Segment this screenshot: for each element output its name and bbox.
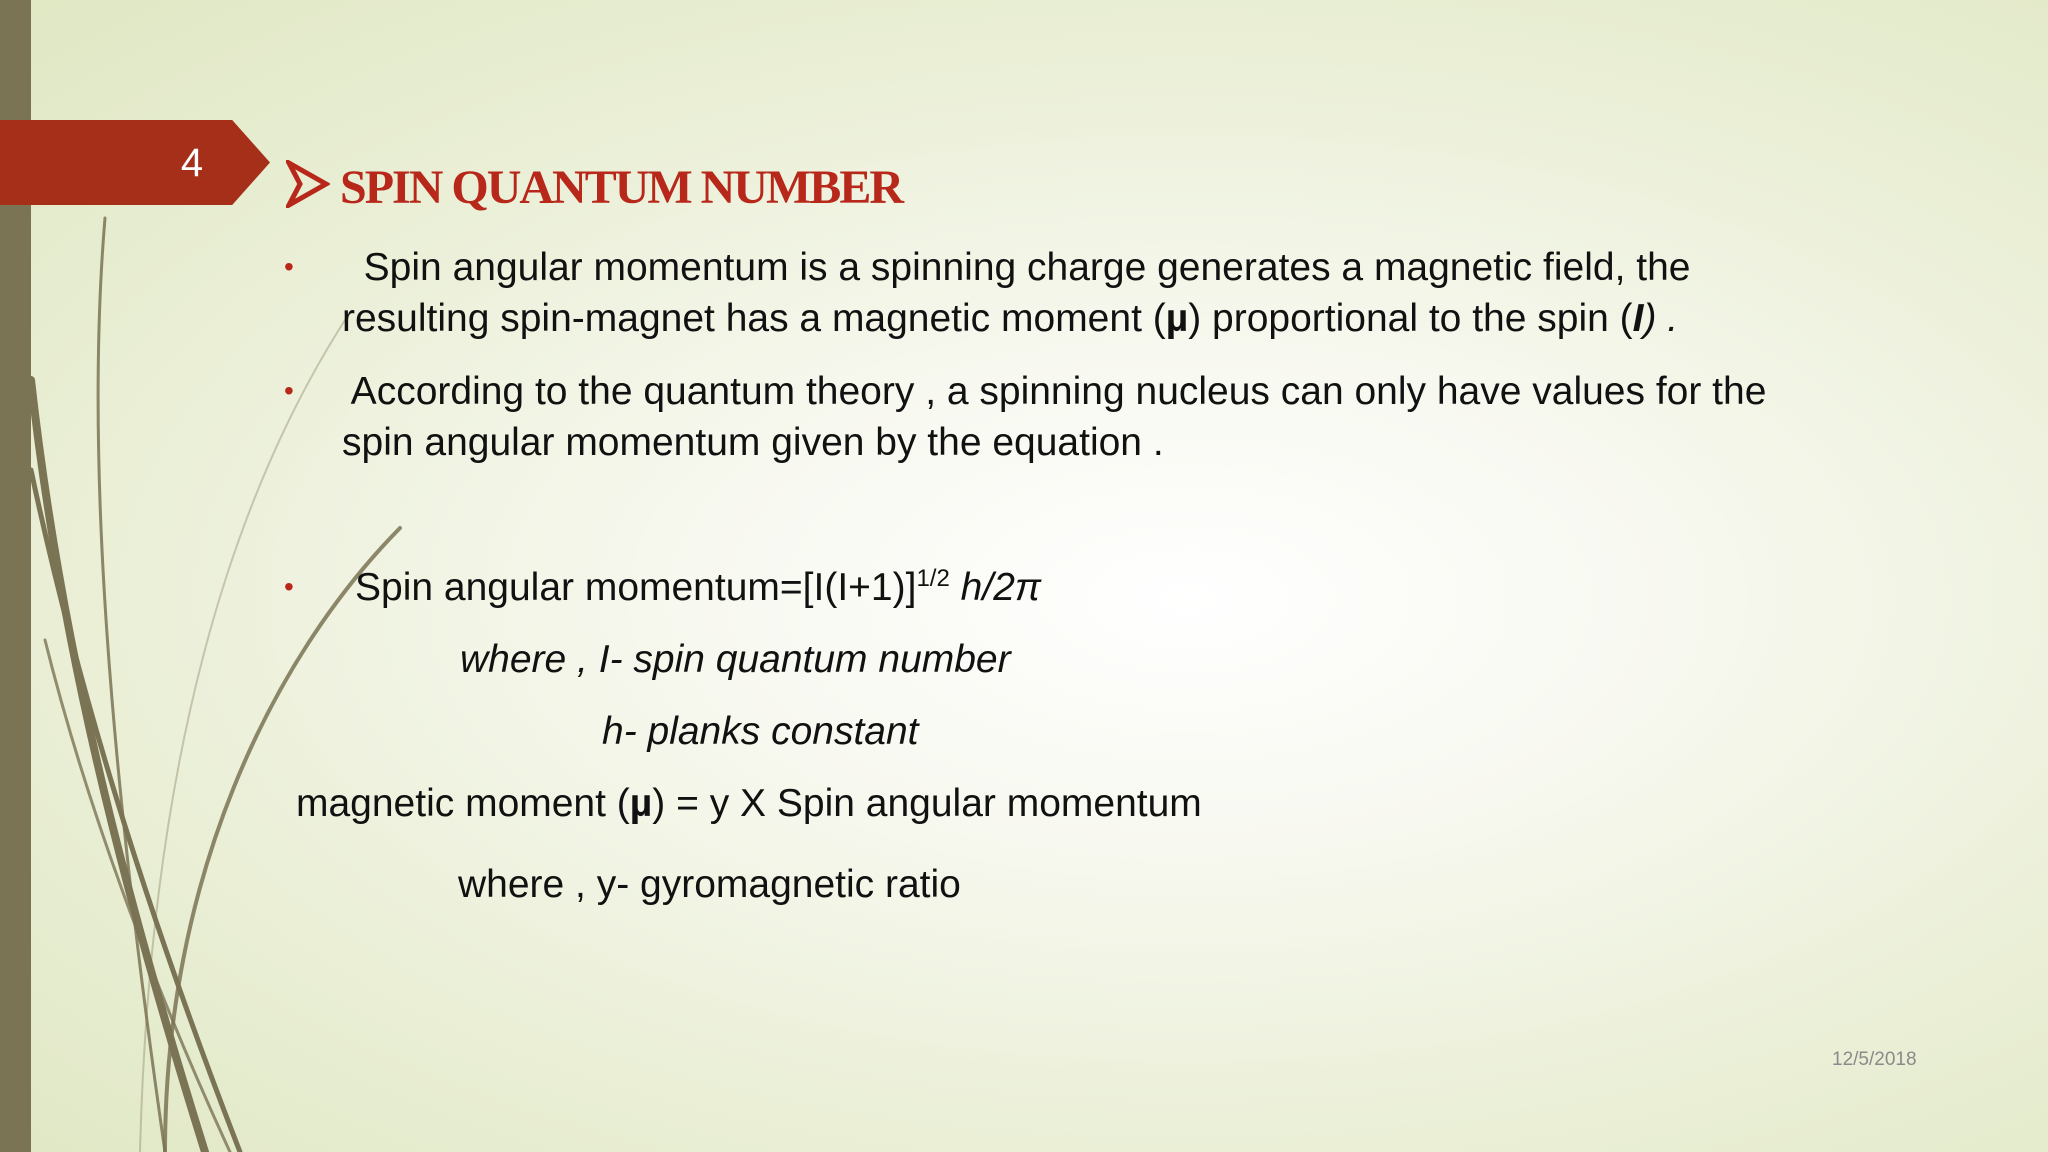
arrow-bullet-icon	[286, 160, 330, 208]
definition-gyromagnetic-ratio: where , y- gyromagnetic ratio	[458, 863, 961, 906]
text-segment: ) = y X Spin angular momentum	[652, 782, 1202, 825]
magnetic-moment-equation	[296, 778, 1202, 829]
text-segment: resulting spin-magnet has a magnetic moment (	[342, 297, 1166, 340]
bullet-2-line-2: spin angular momentum given by the equation .	[342, 421, 1164, 464]
equation-constant: h/2π	[949, 566, 1042, 609]
spin-symbol: I	[1632, 297, 1644, 340]
text-segment: magnetic moment (	[296, 782, 630, 825]
mu-symbol: µ	[1165, 297, 1189, 340]
text-segment: ) proportional to the spin (	[1188, 297, 1633, 340]
bullet-dot: •	[284, 251, 294, 282]
bullet-2-line-1: According to the quantum theory , a spinning nucleus can only have values for the	[342, 370, 1767, 413]
definition-planks-constant: h- planks constant	[602, 710, 919, 753]
equation-exponent: 1/2	[916, 565, 950, 592]
mu-symbol: µ	[629, 782, 653, 825]
bullet-1-line-1: Spin angular momentum is a spinning charge generates a magnetic field, the	[342, 246, 1691, 289]
equation-text: Spin angular momentum=[I(I+1)]	[355, 566, 917, 609]
slide-number: 4	[180, 141, 204, 185]
slide-date: 12/5/2018	[1832, 1049, 1917, 1070]
bullet-1-line-2	[342, 293, 1678, 344]
bullet-dot: •	[284, 375, 294, 406]
definition-spin-quantum-number: where , I- spin quantum number	[460, 638, 1011, 681]
spin-momentum-equation	[355, 562, 1041, 613]
slide-title: SPIN QUANTUM NUMBER	[340, 161, 902, 214]
slide-number-tab	[0, 120, 270, 205]
text-segment: ) .	[1643, 297, 1679, 340]
bullet-dot: •	[284, 571, 294, 602]
